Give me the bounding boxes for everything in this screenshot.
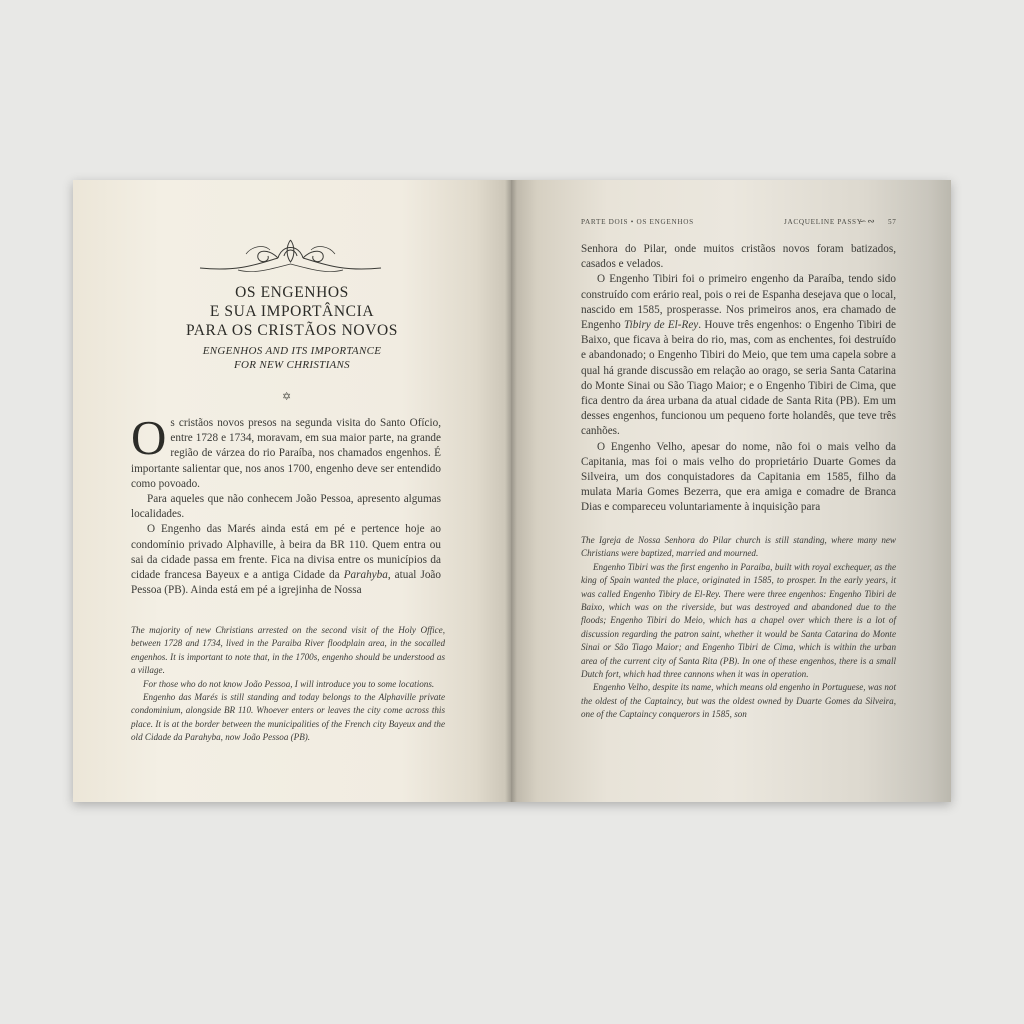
portuguese-body-text xyxy=(131,410,441,598)
translation-paragraph: Engenho Velho, despite its name, which means old engenho in Portuguese, was not the oldest of the Captaincy, but was the oldest owned by Duarte Gomes da Silveira, one of the Captaincy conquerors in 1585, son xyxy=(581,682,896,720)
chapter-title xyxy=(73,283,511,340)
translation-paragraph: For those who do not know João Pessoa, I will introduce you to some locations. xyxy=(143,678,435,689)
right-page xyxy=(511,180,951,802)
flourish-ornament-icon xyxy=(198,234,383,276)
paragraph xyxy=(131,410,441,492)
paragraph-italic-text: Tibiry de El-Rey xyxy=(624,319,699,332)
paragraph: Para aqueles que não conhecem João Pessoa, apresento algumas localidades. xyxy=(131,493,441,521)
translation-paragraph: The Igreja de Nossa Senhora do Pilar church is still standing, where many new Christians were baptized, married and mourned. xyxy=(581,535,896,559)
chapter-title-line: PARA OS CRISTÃOS NOVOS xyxy=(185,322,399,339)
paragraph xyxy=(581,272,896,439)
book-gutter xyxy=(505,180,517,802)
paragraph-italic-text: Parahyba xyxy=(343,569,388,582)
english-translation-text xyxy=(581,534,896,722)
chapter-title-line: E SUA IMPORTÂNCIA xyxy=(209,303,375,320)
paragraph-text: O Engenho Tibiri foi o primeiro engenho da Paraíba, tendo sido construído com erário real, pois o rei de Espanha desejava que o local, nascido em 1585, prosperasse. Nos primeiros anos, era chamado de Engenho xyxy=(581,273,896,332)
swirl-ornament-icon: ∽∾ xyxy=(859,216,876,226)
paragraph xyxy=(131,522,441,598)
chapter-title-line: OS ENGENHOS xyxy=(235,284,349,301)
chapter-subtitle-line: FOR NEW CHRISTIANS xyxy=(233,358,350,371)
paragraph: O Engenho Velho, apesar do nome, não foi o mais velho da Capitania, mas foi o mais velho do proprietário Duarte Gomes da Silveira, um dos conquistadores da Capitania em 1585, filho da mulata Maria Gomes Bezerra, que era amiga e comadre de Branca Dias e compareceu voluntariamente à inquisição para xyxy=(581,440,896,514)
paragraph-text: s cristãos novos presos na segunda visita do Santo Ofício, entre 1728 e 1734, moravam, em sua maior parte, na grande região de várzea do rio Paraíba, nos chamados engenhos. É importante salientar que, nos anos 1700, engenho deve ser entendido como povoado. xyxy=(131,417,441,490)
translation-paragraph: Engenho das Marés is still standing and today belongs to the Alphaville private condominium, alongside BR 110. Whoever enters or leaves the city come across this place. It is at the border between the municipalities of the French city Bayeux and the old Cidade da Parahyba, now João Pessoa (PB). xyxy=(131,692,445,743)
chapter-subtitle-line: ENGENHOS AND ITS IMPORTANCE xyxy=(202,345,382,357)
chapter-subtitle xyxy=(73,345,511,372)
english-translation-text xyxy=(131,624,445,745)
paragraph: Senhora do Pilar, onde muitos cristãos novos foram batizados, casados e velados. xyxy=(581,243,896,271)
running-head-part: PARTE DOIS • OS ENGENHOS xyxy=(581,218,694,226)
drop-cap: O xyxy=(131,410,167,465)
paragraph-text: , atual João Pessoa (PB). Ainda está em pé a igrejinha de Nossa xyxy=(131,569,441,597)
open-book xyxy=(73,180,951,802)
paragraph-text: O Engenho das Marés ainda está em pé e pertence hoje ao condomínio privado Alphaville, à beira da BR 110. Quem entra ou sai da cidade passa em frente. Fica na divisa entre os municípios da cidade francesa Bayeux e a antiga Cidade da xyxy=(131,523,441,582)
paragraph-text: . Houve três engenhos: o Engenho Tibiri de Baixo, que ficava à beira do rio, mas, com as enchentes, foi destruído e abandonado; o Engenho Tibiri do Meio, que tem uma capela sobre a qual há grande discussão em relação ao orago, se seria Santa Catarina do Monte Sinai ou São Tiago Maior; e o Engenho Tibiri de Cima, que fica dentro da área urbana da atual cidade de Santa Rita (PB). Em um desses engenhos, funcionou um pequeno forte holandês, que teve três canhões. xyxy=(581,319,896,438)
translation-paragraph: The majority of new Christians arrested on the second visit of the Holy Office, between 1728 and 1734, lived in the Paraiba River floodplain area, in the socalled engenhos. It is important to note that, in the 1700s, engenho should be understood as a village. xyxy=(131,625,445,676)
left-page xyxy=(73,180,511,802)
star-of-david-icon: ✡ xyxy=(282,391,292,403)
translation-paragraph: Engenho Tibiri was the first engenho in Paraíba, built with royal exchequer, as the king of Spain wanted the place, originated in 1585, to prosper. In the early years, it was called Engenho Tibiry de El-Rey. There were three engenhos: Engenho Tibiri de Baixo, which was on the riverside, but was destroyed and abandoned due to the floods; Engenho Tibiri do Meio, which has a chapel over which there is a lot of discussion regarding the patron saint, whether it would be Santa Catarina do Monte Sinai or São Tiago Maior; and Engenho Tibiri de Cima, which is within the urban area of the current city of Santa Rita (PB). In one of these engenhos, there is a small Dutch fort, which had three cannons when it was in operation. xyxy=(581,561,896,680)
page-number: 57 xyxy=(888,218,897,226)
portuguese-body-text xyxy=(581,242,896,516)
running-head-author: JACQUELINE PASSY xyxy=(784,218,863,226)
